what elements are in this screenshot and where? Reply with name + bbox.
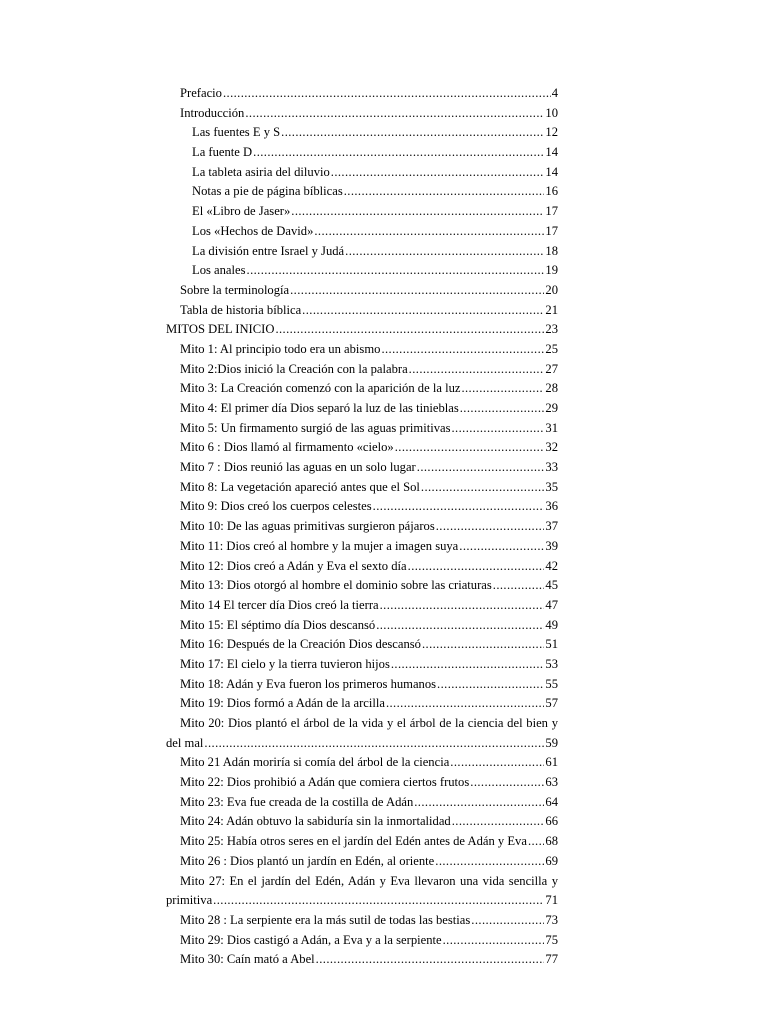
toc-entry [0, 576, 768, 596]
dot-leader [316, 950, 545, 970]
dot-leader [381, 340, 544, 360]
toc-entry-title-continuation: del mal [166, 735, 204, 750]
toc-entry-row [180, 360, 558, 380]
toc-entry [0, 222, 768, 242]
dot-leader [452, 419, 545, 439]
dot-leader [470, 773, 544, 793]
toc-entry [0, 104, 768, 124]
dot-leader [395, 438, 545, 458]
toc-entry [0, 163, 768, 183]
toc-entry-row [180, 379, 558, 399]
toc-entry-row [180, 616, 558, 636]
toc-entry-row [180, 812, 558, 832]
toc-entry-title: Mito 16: Después de la Creación Dios descansó [180, 637, 421, 652]
toc-entry [0, 340, 768, 360]
toc-entry-title: Mito 26 : Dios plantó un jardín en Edén, al oriente [180, 853, 435, 868]
toc-entry-page-number: 35 [545, 479, 558, 494]
dot-leader [450, 753, 544, 773]
dot-leader [373, 497, 545, 517]
toc-entry-row [180, 576, 558, 596]
toc-entry [0, 517, 768, 537]
dot-leader [414, 793, 544, 813]
dot-leader [421, 478, 545, 498]
toc-entry [0, 773, 768, 793]
toc-entry [0, 458, 768, 478]
toc-entry [0, 360, 768, 380]
toc-entry-title: Mito 23: Eva fue creada de la costilla de Adán [180, 794, 414, 809]
toc-entry-page-number: 21 [545, 302, 558, 317]
toc-entry-title: Las fuentes E y S [192, 125, 281, 140]
toc-entry-row [192, 202, 558, 222]
toc-entry-row [192, 143, 558, 163]
toc-entry-row [180, 340, 558, 360]
toc-entry-row [192, 182, 558, 202]
toc-entry-title: Mito 7 : Dios reunió las aguas en un solo lugar [180, 460, 416, 475]
toc-entry [0, 832, 768, 852]
toc-entry-row [180, 419, 558, 439]
toc-entry [0, 123, 768, 143]
toc-entry-title: Mito 15: El séptimo día Dios descansó [180, 617, 376, 632]
toc-entry-title: Introducción [180, 105, 245, 120]
toc-entry-title: Mito 30: Caín mató a Abel [180, 952, 315, 967]
toc-entry-title: Mito 3: La Creación comenzó con la aparición de la luz [180, 381, 461, 396]
toc-entry-page-number: 55 [545, 676, 558, 691]
toc-entry-page-number: 27 [545, 361, 558, 376]
toc-entry-title: Los «Hechos de David» [192, 223, 314, 238]
toc-entry [0, 261, 768, 281]
toc-entry [0, 301, 768, 321]
dot-leader [435, 852, 544, 872]
toc-entry [0, 478, 768, 498]
toc-entry [0, 872, 768, 911]
toc-entry-title-continuation: primitiva [166, 893, 213, 908]
toc-entry [0, 281, 768, 301]
toc-entry-title: Mito 19: Dios formó a Adán de la arcilla [180, 696, 385, 711]
toc-entry [0, 675, 768, 695]
toc-entry-row [180, 104, 558, 124]
toc-entry-title: Mito 24: Adán obtuvo la sabiduría sin la inmortalidad [180, 814, 451, 829]
toc-entry [0, 320, 768, 340]
dot-leader [380, 596, 545, 616]
toc-entry-row [192, 123, 558, 143]
toc-entry-page-number: 53 [545, 656, 558, 671]
toc-entry-row [180, 911, 558, 931]
dot-leader [461, 379, 544, 399]
toc-entry-page-number: 64 [545, 794, 558, 809]
toc-entry-row [180, 832, 558, 852]
toc-entry-title: Tabla de historia bíblica [180, 302, 302, 317]
toc-entry-row [180, 399, 558, 419]
toc-entry-page-number: 14 [545, 164, 558, 179]
toc-entry-page-number: 31 [545, 420, 558, 435]
toc-entry [0, 202, 768, 222]
toc-entry-page-number: 42 [545, 558, 558, 573]
toc-entry-page-number: 75 [545, 932, 558, 947]
toc-entry-row [180, 537, 558, 557]
toc-entry [0, 399, 768, 419]
toc-entry [0, 753, 768, 773]
toc-entry [0, 694, 768, 714]
toc-entry-row [180, 793, 558, 813]
dot-leader [460, 399, 545, 419]
toc-entry-row [180, 517, 558, 537]
toc-entry-page-number: 47 [545, 597, 558, 612]
toc-entry-page-number: 17 [545, 223, 558, 238]
dot-leader [247, 261, 545, 281]
toc-entry-row [180, 773, 558, 793]
toc-entry-row [180, 950, 558, 970]
toc-entry [0, 419, 768, 439]
dot-leader [386, 694, 544, 714]
toc-entry-page-number: 37 [545, 519, 558, 534]
dot-leader [452, 812, 545, 832]
toc-entry-title: Mito 12: Dios creó a Adán y Eva el sexto día [180, 558, 407, 573]
toc-entry-page-number: 68 [545, 834, 558, 849]
toc-entry-row [180, 557, 558, 577]
toc-entry-title: MITOS DEL INICIO [166, 322, 275, 337]
toc-entry-row [166, 320, 558, 340]
toc-entry [0, 497, 768, 517]
dot-leader [302, 301, 544, 321]
toc-entry [0, 537, 768, 557]
toc-entry-page-number: 77 [545, 952, 558, 967]
toc-entry [0, 812, 768, 832]
toc-entry [0, 793, 768, 813]
toc-entry-title: Notas a pie de página bíblicas [192, 184, 343, 199]
toc-entry-title: El «Libro de Jaser» [192, 204, 291, 219]
toc-entry-row [180, 84, 558, 104]
dot-leader [281, 123, 544, 143]
toc-entry-title: Mito 18: Adán y Eva fueron los primeros humanos [180, 676, 437, 691]
toc-entry-page-number: 19 [545, 263, 558, 278]
toc-entry-title: Mito 25: Había otros seres en el jardín del Edén antes de Adán y Eva [180, 834, 527, 849]
toc-entry-page-number: 49 [545, 617, 558, 632]
toc-entry [0, 911, 768, 931]
toc-entry-title: Mito 5: Un firmamento surgió de las aguas primitivas [180, 420, 451, 435]
toc-entry-row [180, 931, 558, 951]
toc-entry-page-number: 20 [545, 282, 558, 297]
dot-leader [408, 557, 545, 577]
toc-entry-row [192, 242, 558, 262]
toc-entry-page-number: 23 [545, 322, 558, 337]
toc-entry-row [180, 301, 558, 321]
toc-entry-title: Mito 22: Dios prohibió a Adán que comiera ciertos frutos [180, 775, 470, 790]
toc-entry-title: La fuente D [192, 145, 253, 160]
toc-entry-row [180, 281, 558, 301]
toc-entry-page-number: 29 [545, 401, 558, 415]
toc-entry-page-number: 4 [551, 86, 558, 100]
toc-entry-row [180, 675, 558, 695]
dot-leader [459, 537, 544, 557]
toc-entry-row [180, 694, 558, 714]
toc-entry-title: Sobre la terminología [180, 282, 290, 297]
toc-entry [0, 143, 768, 163]
toc-entry-row [180, 655, 558, 675]
toc-entry-page-number: 71 [545, 893, 558, 908]
dot-leader [245, 104, 544, 124]
toc-entry-title: Mito 28 : La serpiente era la más sutil de todas las bestias [180, 912, 471, 927]
toc-entry-page-number: 36 [545, 499, 558, 514]
toc-entry-page-number: 12 [545, 125, 558, 140]
dot-leader [291, 202, 544, 222]
toc-entry-title: Mito 8: La vegetación apareció antes que el Sol [180, 479, 420, 494]
toc-entry-page-number: 69 [545, 853, 558, 868]
toc-entry-title: Mito 20: Dios plantó el árbol de la vida y el árbol de la ciencia del bien y [180, 716, 558, 730]
dot-leader [493, 576, 545, 596]
toc-entry-row [180, 596, 558, 616]
dot-leader [528, 832, 544, 852]
toc-entry-row [192, 261, 558, 281]
toc-entry [0, 596, 768, 616]
toc-entry-page-number: 39 [545, 538, 558, 553]
toc-entry-row [180, 635, 558, 655]
dot-leader [443, 931, 545, 951]
toc-entry [0, 635, 768, 655]
toc-entry [0, 950, 768, 970]
toc-entry-page-number: 57 [545, 696, 558, 711]
dot-leader [437, 675, 544, 695]
dot-leader [409, 360, 545, 380]
toc-entry-title: La división entre Israel y Judá [192, 243, 345, 258]
toc-entry-page-number: 61 [545, 755, 558, 770]
dot-leader [376, 616, 544, 636]
toc-entry-page-number: 18 [545, 243, 558, 258]
toc-entry [0, 931, 768, 951]
toc-entry-title: Mito 29: Dios castigó a Adán, a Eva y a la serpiente [180, 932, 442, 947]
toc-entry-page-number: 25 [545, 341, 558, 356]
toc-entry [0, 714, 768, 753]
toc-entry-title: Mito 13: Dios otorgó al hombre el dominio sobre las criaturas [180, 578, 492, 593]
toc-entry-page-number: 51 [545, 637, 558, 652]
toc-entry-row [166, 891, 558, 911]
toc-entry-title: Mito 11: Dios creó al hombre y la mujer a imagen suya [180, 538, 459, 553]
toc-entry [0, 616, 768, 636]
dot-leader [344, 182, 545, 202]
dot-leader [213, 891, 544, 911]
dot-leader [253, 143, 544, 163]
toc-entry-title: Mito 9: Dios creó los cuerpos celestes [180, 499, 372, 514]
dot-leader [436, 517, 545, 537]
toc-entry-row [180, 497, 558, 517]
dot-leader [223, 84, 551, 104]
toc-entry [0, 379, 768, 399]
toc-entry [0, 182, 768, 202]
dot-leader [331, 163, 545, 183]
toc-entry-title: Los anales [192, 263, 246, 278]
toc-entry-page-number: 33 [545, 460, 558, 475]
toc-entry-title: La tableta asiria del diluvio [192, 164, 330, 179]
dot-leader [417, 458, 545, 478]
toc-entry-title: Prefacio [180, 86, 222, 100]
toc-entry-title: Mito 1: Al principio todo era un abismo [180, 341, 381, 356]
toc-entry [0, 242, 768, 262]
dot-leader [290, 281, 544, 301]
toc-entry-row [180, 852, 558, 872]
toc-entry-page-number: 16 [545, 184, 558, 199]
dot-leader [345, 242, 544, 262]
dot-leader [391, 655, 545, 675]
dot-leader [314, 222, 544, 242]
toc-entry-page-number: 28 [545, 381, 558, 396]
toc-entry-page-number: 59 [545, 735, 558, 750]
dot-leader [422, 635, 544, 655]
toc-entry-page-number: 10 [545, 105, 558, 120]
toc-entry-title: Mito 6 : Dios llamó al firmamento «cielo» [180, 440, 394, 455]
toc-entry [0, 557, 768, 577]
toc-entry-row [180, 438, 558, 458]
toc-entry-page-number: 66 [545, 814, 558, 829]
toc-entry-page-number: 17 [545, 204, 558, 219]
toc-entry-title: Mito 4: El primer día Dios separó la luz de las tinieblas [180, 401, 459, 415]
dot-leader [471, 911, 544, 931]
toc-entry [0, 84, 768, 104]
toc-entry-title: Mito 10: De las aguas primitivas surgieron pájaros [180, 519, 435, 534]
toc-entry [0, 852, 768, 872]
toc-entry-title: Mito 2:Dios inició la Creación con la palabra [180, 361, 408, 376]
dot-leader [204, 734, 544, 754]
toc-entry-row [166, 734, 558, 754]
toc-entry-title: Mito 21 Adán moriría si comía del árbol de la ciencia [180, 755, 450, 770]
toc-entry-row [192, 163, 558, 183]
toc-entry-title: Mito 14 El tercer día Dios creó la tierra [180, 597, 379, 612]
toc-entry-row [180, 458, 558, 478]
toc-entry-title: Mito 17: El cielo y la tierra tuvieron hijos [180, 656, 390, 671]
toc-entry-title: Mito 27: En el jardín del Edén, Adán y Eva llevaron una vida sencilla y [180, 873, 558, 888]
toc-entry-page-number: 45 [545, 578, 558, 593]
toc-entry-page-number: 63 [545, 775, 558, 790]
toc-entry [0, 655, 768, 675]
toc-entry-row [180, 753, 558, 773]
dot-leader [275, 320, 544, 340]
toc-entry-page-number: 32 [545, 440, 558, 455]
table-of-contents [0, 84, 768, 970]
toc-entry-row [192, 222, 558, 242]
toc-entry [0, 438, 768, 458]
toc-entry-page-number: 73 [545, 912, 558, 927]
toc-entry-row [180, 478, 558, 498]
toc-entry-page-number: 14 [545, 145, 558, 160]
